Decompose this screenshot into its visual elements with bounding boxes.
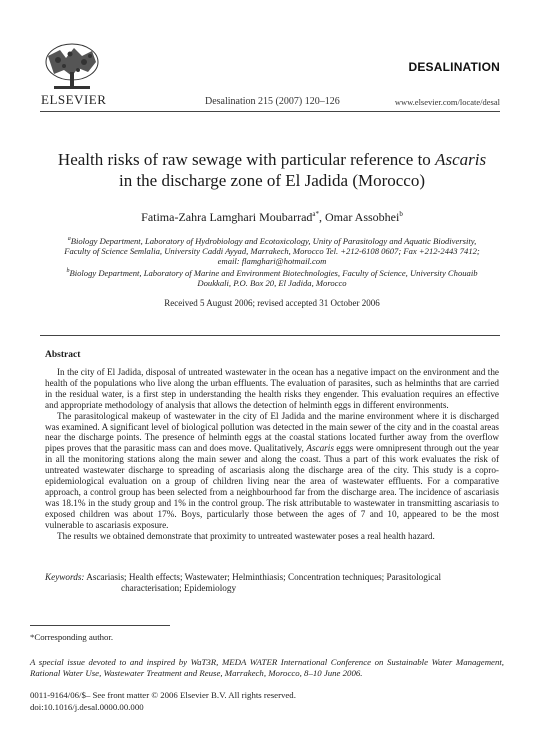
author-name: Fatima-Zahra Lamghari Moubarrad — [141, 210, 313, 224]
keywords-line-1 — [45, 572, 499, 583]
keywords-list: Ascariasis; Health effects; Wastewater; Helminthiasis; Concentration techniques; Parasitological — [86, 572, 442, 582]
keywords-label: Keywords: — [45, 572, 85, 582]
affiliation-a — [55, 234, 489, 267]
affiliation-b — [55, 266, 489, 288]
abstract-divider — [40, 335, 500, 336]
author-separator: , — [319, 210, 326, 224]
title-line-1: Health risks of raw sewage with particular reference to Ascaris — [57, 150, 487, 169]
corresponding-author-note: *Corresponding author. — [30, 632, 114, 642]
abstract-paragraph: In the city of El Jadida, disposal of untreated wastewater in the ocean has a negative impact on the environment and the health of the populations who live along the urban effluents. The evaluation of parasites, such as helminths that are carried in the residual water, is a first step in understanding the health risks they engender. This evaluation requires an effective and appropriate methodology of analysis that allows the detection of helminth eggs in different environments. — [45, 367, 499, 410]
header-divider — [40, 111, 500, 112]
title-line-2: in the discharge zone of El Jadida (Morocco) — [118, 171, 426, 190]
doi-link[interactable]: doi:10.1016/j.desal.0000.00.000 — [30, 702, 144, 712]
author-affiliation-mark: b — [399, 210, 403, 218]
author-affiliation-mark: a* — [312, 210, 320, 218]
footnote-divider — [30, 625, 170, 626]
abstract-heading: Abstract — [45, 350, 81, 360]
journal-url-link[interactable]: www.elsevier.com/locate/desal — [394, 97, 500, 107]
abstract-paragraph: The parasitological makeup of wastewater in the city of El Jadida and the marine environment where it is discharged was examined. A significant level of biological pollution was detected in the main sewer of the city and in the coastal areas near the discharge points. The presence of helminth eggs at the coastal stations located further away from the overflow pipes proves that the parasitic mass can and does move. Qualitatively, Ascaris eggs were omnipresent through out the year in all the monitoring stations along the main sewer and along the coast. Thus a part of this work evaluates the risk of untreated wastewater discharge to spreading of ascariasis along the discharge area of the city. This study is a copro-epidemiological evaluation on a group of children living near the area of wastewater effluents. For a comparative approach, a control group has been selected from a neighbourhood far from the discharge area. The incidence of ascariasis was 18.1% in the study group and 1% in the control group. The risk attributable to wastewater in transmitting ascariasis to exposed children was about 17%. Boys, particularly those between the ages of 7 and 10, appeared to be the most vulnerable to ascariasis exposure. — [45, 410, 499, 530]
abstract-paragraph: The results we obtained demonstrate that proximity to untreated wastewater poses a real health hazard. — [57, 530, 435, 541]
publisher-name: ELSEVIER — [41, 92, 107, 107]
article-title — [40, 149, 504, 191]
keywords-line-2: characterisation; Epidemiology — [121, 583, 237, 593]
journal-name: DESALINATION — [408, 60, 500, 74]
affiliation-mark: a — [67, 236, 71, 242]
abstract-body — [45, 367, 499, 542]
affiliation-text: Biology Department, Laboratory of Hydrobiology and Ecotoxicology, Unity of Parasitology and Aquatic Biodiversity, Faculty of Science Semlalia, University Caddi Ayyad, Marrakech, Morocco Tel. +212-6108 0607; Fax +212-2443 7412; email: flamghari@hotmail.com — [64, 235, 480, 267]
journal-citation: Desalination 215 (2007) 120–126 — [205, 96, 340, 107]
affiliation-text: Biology Department, Laboratory of Marine and Environment Biotechnologies, Faculty of Science, University Chouaib Doukkali, P.O. Box 20, El Jadida, Morocco — [69, 267, 478, 289]
copyright-line: 0011-9164/06/$– See front matter © 2006 Elsevier B.V. All rights reserved. — [30, 690, 296, 700]
keywords — [45, 572, 499, 594]
author-list — [40, 210, 504, 225]
author-name: Omar Assobhei — [325, 210, 400, 224]
affiliation-mark: b — [66, 268, 70, 274]
special-issue-note: A special issue devoted to and inspired by WaT3R, MEDA WATER International Conference on Sustainable Water Management, Rational Water Use, Wastewater Treatment and Reuse, Marrakech, Morocco, 8–10 June 2006. — [30, 657, 504, 678]
received-dates: Received 5 August 2006; revised accepted 31 October 2006 — [164, 298, 380, 308]
